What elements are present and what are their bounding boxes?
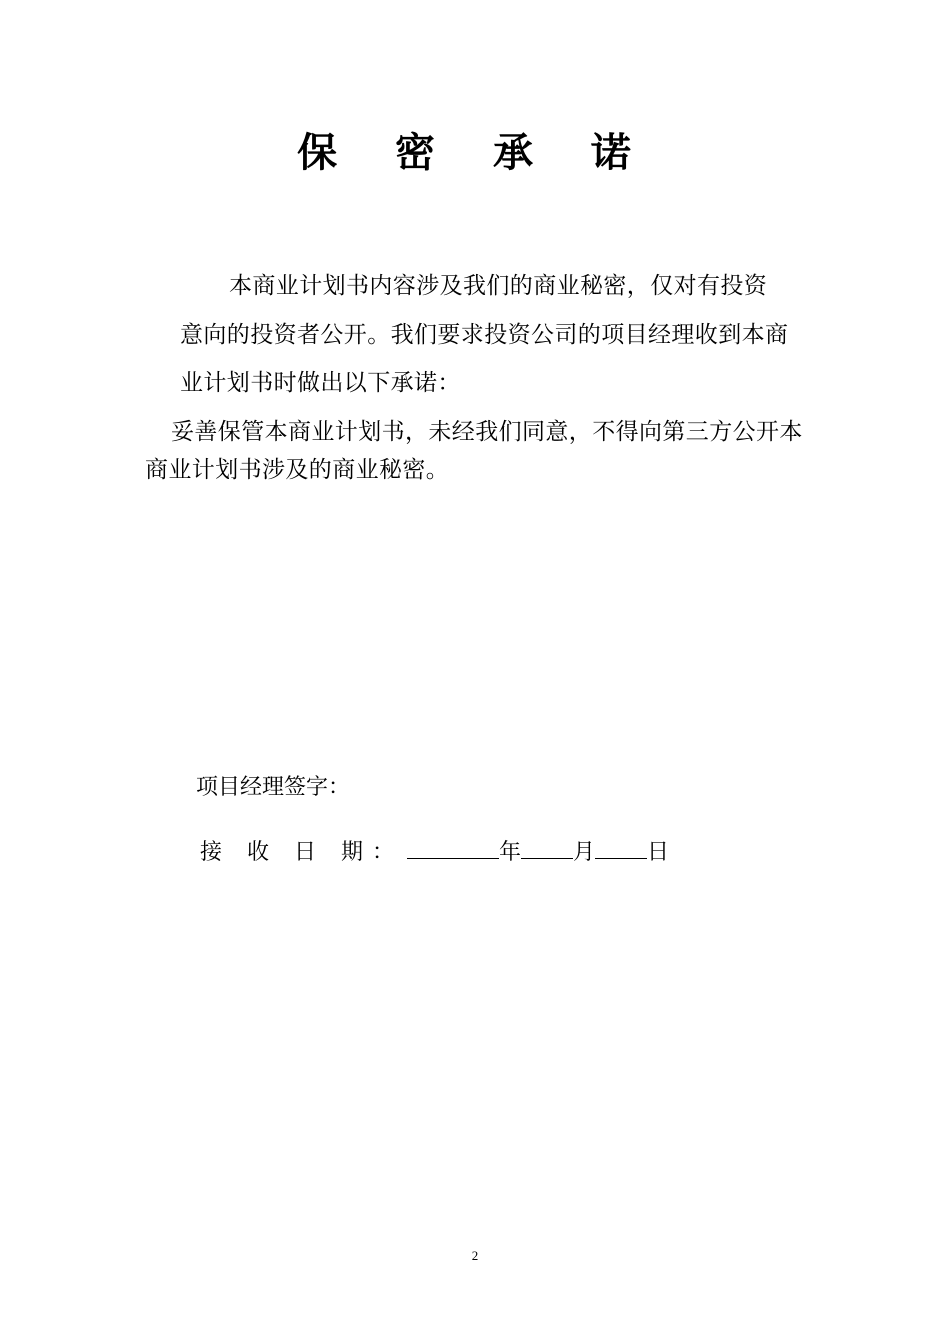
month-unit: 月 [573,840,596,865]
commitment-paragraph-line-1: 本商业计划书内容涉及我们的商业秘密，仅对有投资 [229,273,768,299]
receipt-date-label: 接 收 日 期： [200,840,403,865]
page-title: 保 密 承 诺 [297,130,653,176]
receipt-date-row [200,834,669,871]
commitment-terms-paragraph: 妥善保管本商业计划书，未经我们同意，不得向第三方公开本商业计划书涉及的商业秘密。 [145,419,803,483]
year-unit: 年 [498,840,521,865]
day-unit: 日 [647,840,670,865]
commitment-paragraph-line-3: 业计划书时做出以下承诺： [180,370,461,396]
commitment-paragraph-line-2: 意向的投资者公开。我们要求投资公司的项目经理收到本商 [180,322,789,348]
day-blank-field[interactable] [595,834,647,859]
year-blank-field[interactable] [407,834,499,859]
page-number: 2 [471,1248,479,1263]
month-blank-field[interactable] [521,834,573,859]
manager-signature-label: 项目经理签字： [196,775,351,800]
